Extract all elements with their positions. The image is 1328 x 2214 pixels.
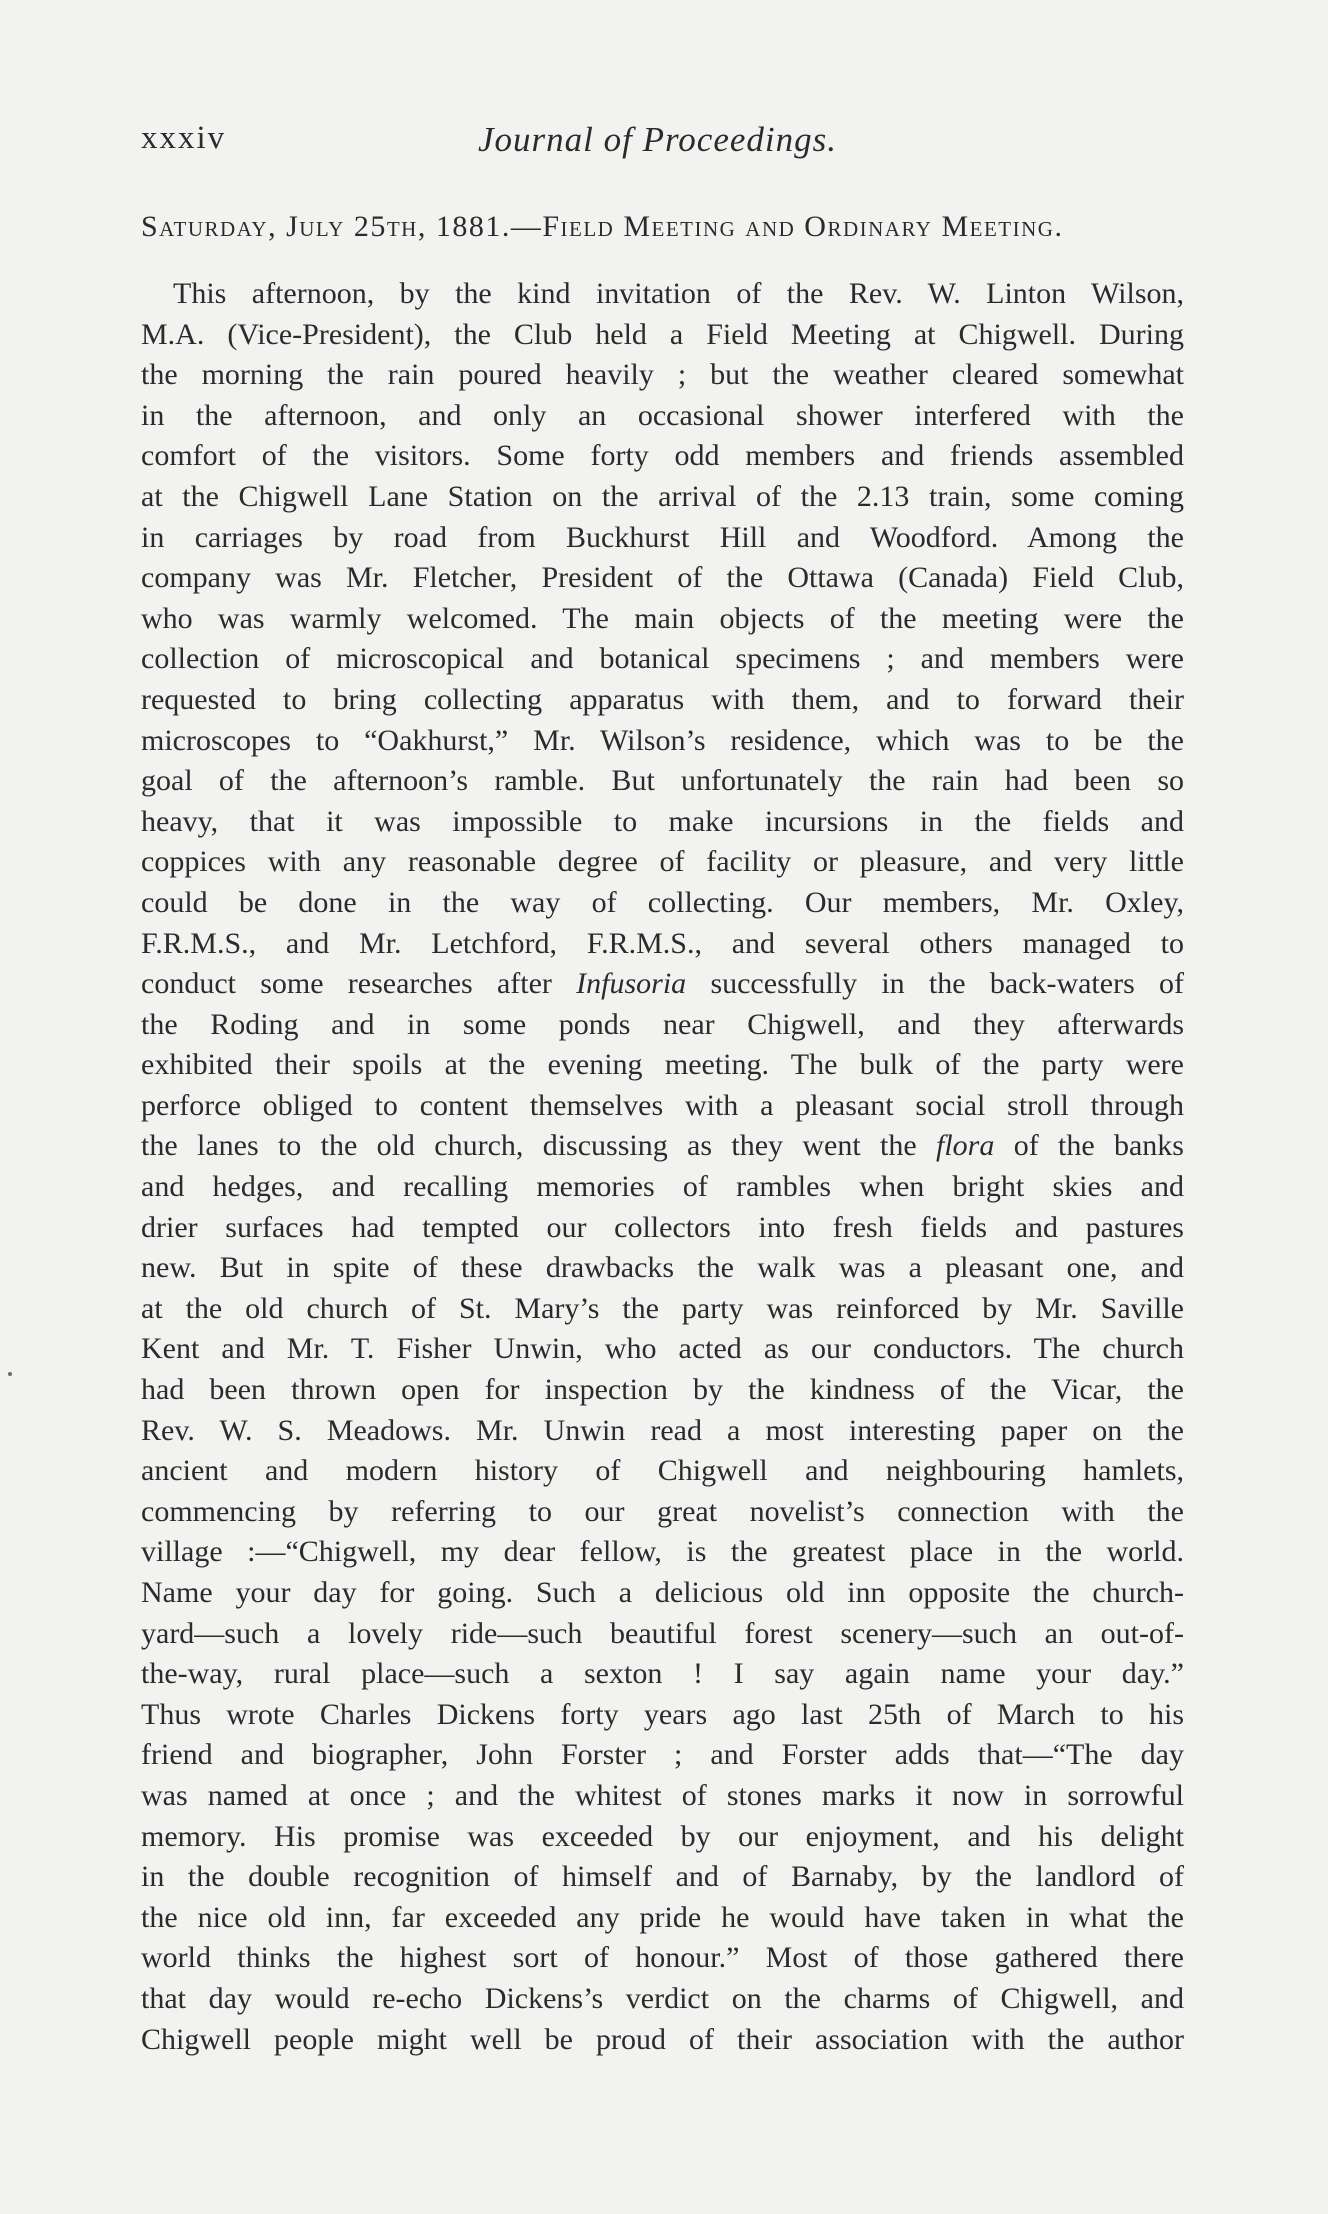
text-segment: successfully in the back-waters of — [686, 967, 1184, 1001]
text-segment: new. But in spite of these drawbacks the walk was a pleasant one, and — [141, 1251, 1184, 1285]
text-line — [141, 1573, 1184, 1614]
page-header — [141, 120, 1181, 170]
text-segment: in the afternoon, and only an occasional shower interfered with the — [141, 398, 1184, 432]
text-segment: Kent and Mr. T. Fisher Unwin, who acted as our conductors. The church — [141, 1332, 1184, 1366]
text-line — [141, 599, 1184, 640]
text-line — [141, 1979, 1184, 2020]
text-segment: exhibited their spoils at the evening meeting. The bulk of the party were — [141, 1048, 1184, 1082]
text-line — [141, 1817, 1184, 1858]
text-line — [141, 1411, 1184, 1452]
text-segment: Thus wrote Charles Dickens forty years ago last 25th of March to his — [141, 1697, 1184, 1731]
running-title: Journal of Proceedings. — [478, 120, 838, 159]
text-segment: the nice old inn, far exceeded any pride he would have taken in what the — [141, 1900, 1184, 1934]
text-segment: Rev. W. S. Meadows. Mr. Unwin read a most interesting paper on the — [141, 1413, 1184, 1447]
text-line — [141, 1248, 1184, 1289]
text-line — [141, 1898, 1184, 1939]
text-segment: comfort of the visitors. Some forty odd members and friends assembled — [141, 439, 1184, 473]
text-segment: could be done in the way of collecting. Our members, Mr. Oxley, — [141, 885, 1184, 919]
text-segment: that day would re-echo Dickens’s verdict on the charms of Chigwell, and — [141, 1981, 1184, 2015]
text-line — [141, 680, 1184, 721]
text-segment: heavy, that it was impossible to make incursions in the fields and — [141, 804, 1184, 838]
text-line — [141, 1451, 1184, 1492]
text-segment: Name your day for going. Such a delicious old inn opposite the church- — [141, 1576, 1184, 1609]
text-line — [141, 924, 1184, 965]
text-line — [141, 274, 1184, 315]
text-segment: at the Chigwell Lane Station on the arrival of the 2.13 train, some coming — [141, 479, 1184, 513]
text-line — [141, 883, 1184, 924]
text-line — [141, 721, 1184, 762]
text-segment: F.R.M.S., and Mr. Letchford, F.R.M.S., and several others managed to — [141, 926, 1184, 960]
text-line — [141, 477, 1184, 518]
text-segment: the Roding and in some ponds near Chigwell, and they afterwards — [141, 1007, 1184, 1041]
text-segment: M.A. (Vice-President), the Club held a Field Meeting at Chigwell. During — [141, 317, 1184, 351]
text-line — [141, 1329, 1184, 1370]
text-segment: goal of the afternoon’s ramble. But unfortunately the rain had been so — [141, 764, 1184, 798]
text-segment: perforce obliged to content themselves with a pleasant social stroll through — [141, 1088, 1184, 1122]
text-segment: had been thrown open for inspection by the kindness of the Vicar, the — [141, 1373, 1184, 1407]
text-line — [141, 1045, 1184, 1086]
text-segment: and hedges, and recalling memories of rambles when bright skies and — [141, 1170, 1184, 1204]
text-line — [141, 1695, 1184, 1736]
text-segment: This afternoon, by the kind invitation of the Rev. W. Linton Wilson, — [173, 277, 1184, 310]
text-segment: conduct some researches after — [141, 967, 577, 1001]
text-segment: Chigwell people might well be proud of their association with the author — [141, 2022, 1184, 2056]
text-line — [141, 1370, 1184, 1411]
text-segment: the-way, rural place—such a sexton ! I say again name your day.” — [141, 1657, 1184, 1691]
text-segment: was named at once ; and the whitest of stones marks it now in sorrowful — [141, 1778, 1184, 1812]
text-segment: microscopes to “Oakhurst,” Mr. Wilson’s residence, which was to be the — [141, 723, 1184, 757]
text-segment: yard—such a lovely ride—such beautiful forest scenery—such an out-of- — [141, 1616, 1184, 1650]
text-line — [141, 1654, 1184, 1695]
text-line — [141, 639, 1184, 680]
text-line — [141, 1289, 1184, 1330]
italic-term: flora — [936, 1129, 995, 1163]
text-segment: world thinks the highest sort of honour.” Most of those gathered there — [141, 1941, 1184, 1975]
text-segment: friend and biographer, John Forster ; and Forster adds that—“The day — [141, 1738, 1184, 1772]
text-line — [141, 1167, 1184, 1208]
text-line — [141, 396, 1184, 437]
text-segment: requested to bring collecting apparatus with them, and to forward their — [141, 682, 1184, 716]
text-line — [141, 1086, 1184, 1127]
text-segment: of the banks — [994, 1129, 1184, 1163]
text-line — [141, 558, 1184, 599]
text-segment: the morning the rain poured heavily ; but the weather cleared somewhat — [141, 358, 1184, 392]
text-line — [141, 315, 1184, 356]
text-segment: village :—“Chigwell, my dear fellow, is the greatest place in the world. — [141, 1535, 1184, 1569]
text-segment: who was warmly welcomed. The main objects of the meeting were the — [141, 601, 1184, 635]
text-line — [141, 1614, 1184, 1655]
text-line — [141, 842, 1184, 883]
text-line — [141, 1938, 1184, 1979]
text-line — [141, 1857, 1184, 1898]
text-line — [141, 518, 1184, 559]
text-line — [141, 964, 1184, 1005]
page-number: xxxiv — [141, 120, 227, 156]
text-line — [141, 1532, 1184, 1573]
text-segment: collection of microscopical and botanical specimens ; and members were — [141, 642, 1184, 676]
text-segment: in the double recognition of himself and of Barnaby, by the landlord of — [141, 1860, 1184, 1894]
text-line — [141, 436, 1184, 477]
italic-term: Infusoria — [576, 967, 687, 1001]
text-segment: memory. His promise was exceeded by our enjoyment, and his delight — [141, 1819, 1184, 1853]
paper-speck — [8, 1372, 12, 1376]
text-line — [141, 1492, 1184, 1533]
text-line — [141, 1126, 1184, 1167]
text-segment: company was Mr. Fletcher, President of the Ottawa (Canada) Field Club, — [141, 561, 1184, 595]
body-paragraph — [141, 274, 1184, 2060]
text-segment: the lanes to the old church, discussing as they went the — [141, 1129, 936, 1163]
text-line — [141, 2020, 1184, 2061]
text-line — [141, 1208, 1184, 1249]
text-segment: at the old church of St. Mary’s the party was reinforced by Mr. Saville — [141, 1291, 1184, 1325]
text-segment: coppices with any reasonable degree of facility or pleasure, and very little — [141, 845, 1184, 879]
text-segment: commencing by referring to our great novelist’s connection with the — [141, 1494, 1184, 1528]
section-heading: Saturday, July 25th, 1881.—Field Meeting and Ordinary Meeting. — [141, 210, 1064, 243]
text-segment: in carriages by road from Buckhurst Hill and Woodford. Among the — [141, 520, 1184, 554]
text-segment: drier surfaces had tempted our collectors into fresh fields and pastures — [141, 1210, 1184, 1244]
text-line — [141, 802, 1184, 843]
text-line — [141, 761, 1184, 802]
text-line — [141, 1776, 1184, 1817]
text-line — [141, 1735, 1184, 1776]
text-line — [141, 1005, 1184, 1046]
text-line — [141, 355, 1184, 396]
text-segment: ancient and modern history of Chigwell and neighbouring hamlets, — [141, 1454, 1184, 1488]
